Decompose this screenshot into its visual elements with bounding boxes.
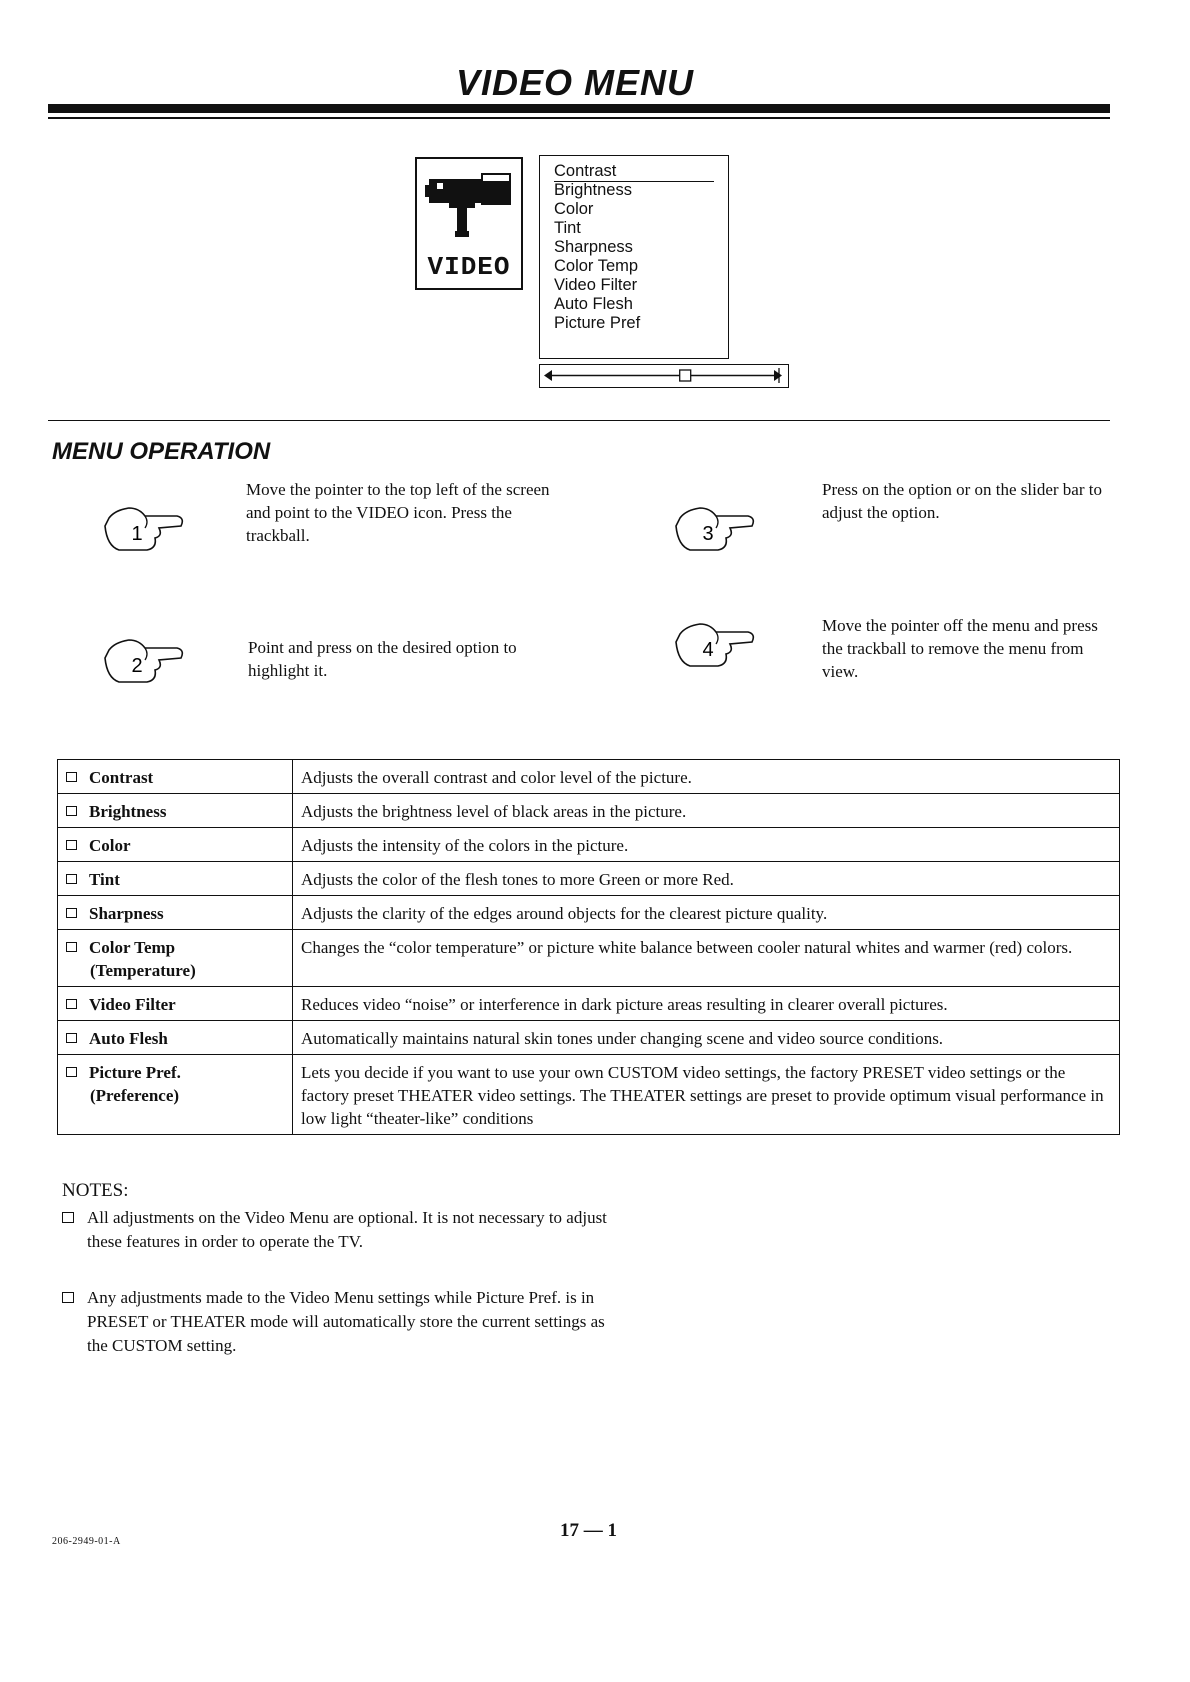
feature-table xyxy=(57,759,1120,1135)
checkbox-icon xyxy=(66,942,77,952)
slider-left-arrow-icon[interactable] xyxy=(544,370,552,381)
feature-name-sub: (Temperature) xyxy=(90,961,196,980)
table-row xyxy=(58,930,1120,987)
menu-item-sharpness[interactable]: Sharpness xyxy=(554,238,633,256)
step-3-hand xyxy=(668,498,758,565)
table-row xyxy=(58,862,1120,896)
page-title: VIDEO MENU xyxy=(455,62,695,103)
pointing-hand-icon xyxy=(668,498,758,560)
note-text: Any adjustments made to the Video Menu settings while Picture Pref. is in PRESET or THEATER mode will automatically store the current settings as the CUSTOM setting. xyxy=(87,1288,605,1355)
feature-name: Video Filter xyxy=(89,995,176,1014)
feature-desc: Adjusts the color of the flesh tones to more Green or more Red. xyxy=(293,862,1120,896)
slider-thumb[interactable] xyxy=(680,370,691,381)
step-1-hand xyxy=(97,498,187,565)
svg-text:4: 4 xyxy=(702,639,714,661)
svg-text:2: 2 xyxy=(131,655,143,677)
adjust-slider[interactable] xyxy=(539,364,789,388)
checkbox-icon xyxy=(66,1033,77,1043)
document-code: 206-2949-01-A xyxy=(52,1536,121,1547)
slider-right-arrow-icon[interactable] xyxy=(774,370,782,381)
svg-text:3: 3 xyxy=(702,523,714,545)
menu-item-brightness[interactable]: Brightness xyxy=(554,181,632,199)
feature-name: Color Temp xyxy=(89,938,176,957)
feature-desc: Adjusts the clarity of the edges around objects for the clearest picture quality. xyxy=(293,896,1120,930)
pointing-hand-icon xyxy=(668,614,758,676)
feature-name: Brightness xyxy=(89,802,167,821)
table-row xyxy=(58,760,1120,794)
section-divider xyxy=(48,420,1110,421)
checkbox-icon xyxy=(66,806,77,816)
feature-name-sub: (Preference) xyxy=(90,1086,180,1105)
table-row xyxy=(58,896,1120,930)
page-number: 17 — 1 xyxy=(560,1520,617,1541)
menu-item-video-filter[interactable]: Video Filter xyxy=(554,276,638,294)
checkbox-icon xyxy=(66,840,77,850)
menu-item-tint[interactable]: Tint xyxy=(554,219,581,237)
feature-name: Picture Pref. xyxy=(89,1063,181,1082)
step-2-hand xyxy=(97,630,187,697)
step-1-text: Move the pointer to the top left of the screen and point to the VIDEO icon. Press the trackball. xyxy=(246,480,550,545)
checkbox-icon xyxy=(62,1292,74,1303)
step-4-text: Move the pointer off the menu and press the trackball to remove the menu from view. xyxy=(822,616,1098,681)
checkbox-icon xyxy=(66,1067,77,1077)
video-menu-list xyxy=(539,155,729,359)
table-row xyxy=(58,1021,1120,1055)
table-row xyxy=(58,987,1120,1021)
table-row xyxy=(58,1055,1120,1135)
feature-name: Color xyxy=(89,836,131,855)
table-row xyxy=(58,794,1120,828)
feature-desc: Lets you decide if you want to use your own CUSTOM video settings, the factory PRESET video settings or the factory preset THEATER video settings. The THEATER settings are preset to provide optimum visual performance in low light “theater-like” conditions xyxy=(293,1055,1120,1135)
menu-item-contrast[interactable]: Contrast xyxy=(554,162,714,182)
notes-title: NOTES: xyxy=(62,1180,129,1201)
feature-desc: Adjusts the intensity of the colors in the picture. xyxy=(293,828,1120,862)
menu-item-auto-flesh[interactable]: Auto Flesh xyxy=(554,295,633,313)
menu-operation-title: MENU OPERATION xyxy=(52,438,271,465)
title-rule-thick xyxy=(48,104,1110,113)
feature-desc: Adjusts the overall contrast and color level of the picture. xyxy=(293,760,1120,794)
step-4-hand xyxy=(668,614,758,681)
checkbox-icon xyxy=(62,1212,74,1223)
video-icon-label: VIDEO xyxy=(427,252,511,282)
note-item xyxy=(62,1206,622,1254)
menu-item-picture-pref[interactable]: Picture Pref xyxy=(554,314,641,332)
pointing-hand-icon xyxy=(97,498,187,560)
menu-item-color[interactable]: Color xyxy=(554,200,594,218)
feature-name: Contrast xyxy=(89,768,154,787)
feature-desc: Reduces video “noise” or interference in dark picture areas resulting in clearer overall pictures. xyxy=(293,987,1120,1021)
feature-desc: Adjusts the brightness level of black areas in the picture. xyxy=(293,794,1120,828)
step-3-text: Press on the option or on the slider bar to adjust the option. xyxy=(822,480,1102,522)
feature-desc: Automatically maintains natural skin tones under changing scene and video source conditions. xyxy=(293,1021,1120,1055)
checkbox-icon xyxy=(66,999,77,1009)
checkbox-icon xyxy=(66,772,77,782)
video-camera-icon xyxy=(419,163,523,243)
checkbox-icon xyxy=(66,874,77,884)
note-text: All adjustments on the Video Menu are optional. It is not necessary to adjust these features in order to operate the TV. xyxy=(87,1208,607,1251)
svg-text:1: 1 xyxy=(131,523,143,545)
step-2-text: Point and press on the desired option to highlight it. xyxy=(248,638,517,680)
checkbox-icon xyxy=(66,908,77,918)
video-icon-box[interactable] xyxy=(415,157,523,290)
menu-item-color-temp[interactable]: Color Temp xyxy=(554,257,639,275)
feature-name: Sharpness xyxy=(89,904,164,923)
note-item xyxy=(62,1286,622,1358)
table-row xyxy=(58,828,1120,862)
feature-name: Auto Flesh xyxy=(89,1029,168,1048)
feature-name: Tint xyxy=(89,870,120,889)
feature-desc: Changes the “color temperature” or picture white balance between cooler natural whites and warmer (red) colors. xyxy=(293,930,1120,987)
pointing-hand-icon xyxy=(97,630,187,692)
title-rule-thin xyxy=(48,117,1110,119)
